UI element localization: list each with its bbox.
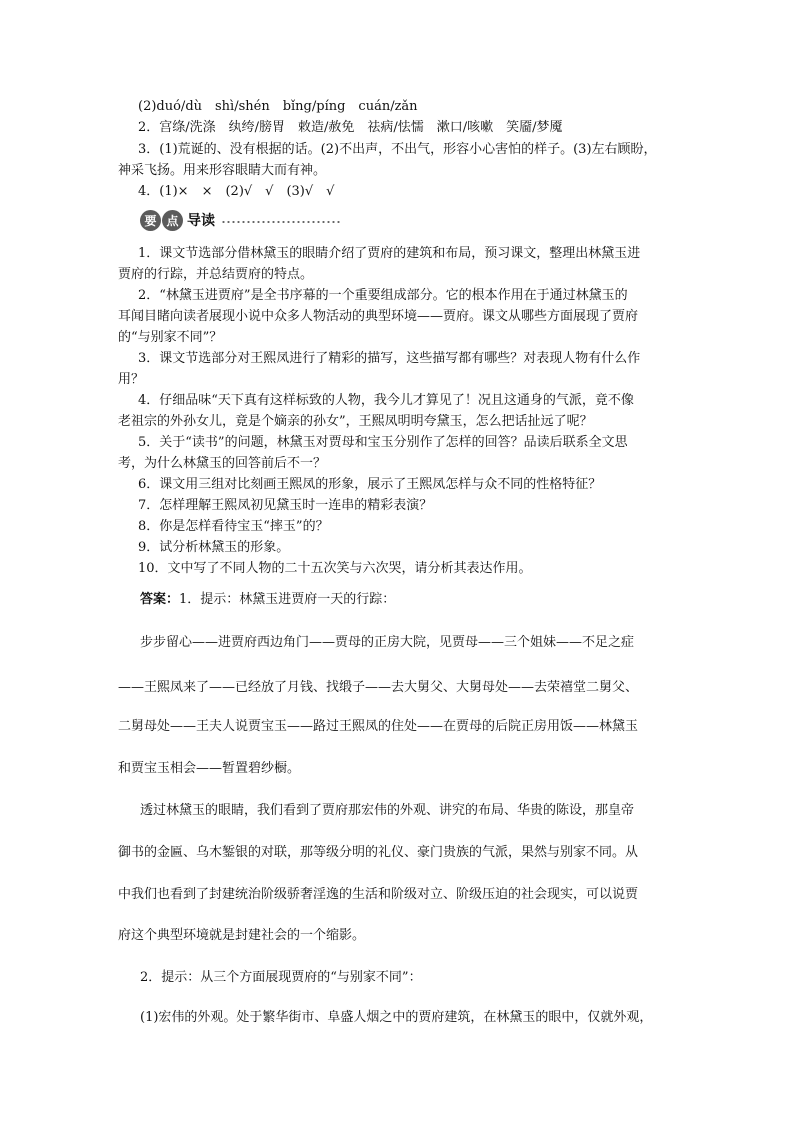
section-header [140,208,341,232]
question-line: 5．关于“读书”的问题，林黛玉对贾母和宝玉分别作了怎样的回答？品读后联系全文思 [138,435,628,450]
route-line: 二舅母处——王夫人说贾宝玉——路过王熙凤的住处——在贾母的后院正房用饭——林黛玉 [118,719,639,734]
question-line: 6．课文用三组对比刻画王熙凤的形象，展示了王熙凤怎样与众不同的性格特征？ [138,477,602,492]
route-line: 和贾宝玉相会——暂置碧纱橱。 [118,761,301,776]
question-line: 3．课文节选部分对王熙凤进行了精彩的描写，这些描写都有哪些？对表现人物有什么作 [138,351,641,366]
summary-line: 中我们也看到了封建统治阶级骄奢淫逸的生活和阶级对立、阶级压迫的社会现实，可以说贾 [118,887,639,902]
answer-1-intro: 1．提示：林黛玉进贾府一天的行踪： [179,592,396,607]
question-line: 贾府的行踪，并总结贾府的特点。 [118,267,314,282]
answer-line-characters: 2．宫绦/洗涤 纨绔/膀胃 敕造/赦免 祛病/怯懦 漱口/咳嗽 笑靥/梦魇 [138,120,563,135]
question-line: 2．“林黛玉进贾府”是全书序幕的一个重要组成部分。它的根本作用在于通过林黛玉的 [138,288,628,303]
question-line: 1．课文节选部分借林黛玉的眼睛介绍了贾府的建筑和布局，预习课文，整理出林黛玉进 [138,246,641,261]
answer-heading-line [140,588,702,607]
question-line: 8．你是怎样看待宝玉“摔玉”的？ [138,519,329,534]
question-line: 7．怎样理解王熙凤初见黛玉时一连串的精彩表演？ [138,498,433,513]
summary-line: 透过林黛玉的眼睛，我们看到了贾府那宏伟的外观、讲究的布局、华贵的陈设，那皇帝 [140,803,635,818]
route-line: 步步留心——进贾府西边角门——贾母的正房大院，见贾母——三个姐妹——不足之症 [140,635,635,650]
section-badge-2: 点 [162,210,183,231]
answer-2-intro: 2．提示：从三个方面展现贾府的“与别家不同”： [140,970,422,985]
route-line: ——王熙凤来了——已经放了月钱、找缎子——去大舅父、大舅母处——去荣禧堂二舅父、 [118,680,639,695]
question-line: 4．仔细品味“天下真有这样标致的人物，我今儿才算见了！况且这通身的气派，竟不像 [138,393,634,408]
summary-line: 御书的金匾、乌木錾银的对联，那等级分明的礼仪、豪门贵族的气派，果然与别家不同。从 [118,845,639,860]
question-line: 老祖宗的外孙女儿，竟是个嫡亲的孙女”，王熙凤明明夸黛玉，怎么把话扯远了呢？ [118,414,593,429]
answer-line-meanings: 3．(1)荒诞的、没有根据的话。(2)不出声，不出气，形容小心害怕的样子。(3)左右顾盼， [138,142,657,157]
question-line: 的“与别家不同”？ [118,330,223,345]
section-title: 导读 [187,213,215,229]
answer-2-point-1: (1)宏伟的外观。处于繁华街市、阜盛人烟之中的贾府建筑，在林黛玉的眼中，仅就外观， [140,1010,653,1025]
dotted-divider [221,221,341,223]
question-line: 用？ [118,372,145,387]
section-badge-1: 要 [140,210,161,231]
question-line: 耳闻目睹向读者展现小说中众多人物活动的典型环境——贾府。课文从哪些方面展现了贾府 [118,309,639,324]
question-line: 考，为什么林黛玉的回答前后不一？ [118,456,327,471]
question-line: 9．试分析林黛玉的形象。 [138,540,290,555]
question-line: 10．文中写了不同人物的二十五次笑与六次哭，请分析其表达作用。 [138,561,532,576]
answer-label: 答案： [140,592,180,607]
summary-line: 府这个典型环境就是封建社会的一个缩影。 [118,928,366,943]
answer-line-meanings-cont: 神采飞扬。用来形容眼睛大而有神。 [118,163,327,178]
answer-line-pinyin: (2)duó/dù shì/shén bǐng/píng cuán/zǎn [138,99,418,114]
answer-line-judgement: 4．(1)× × (2)√ √ (3)√ √ [138,184,335,199]
